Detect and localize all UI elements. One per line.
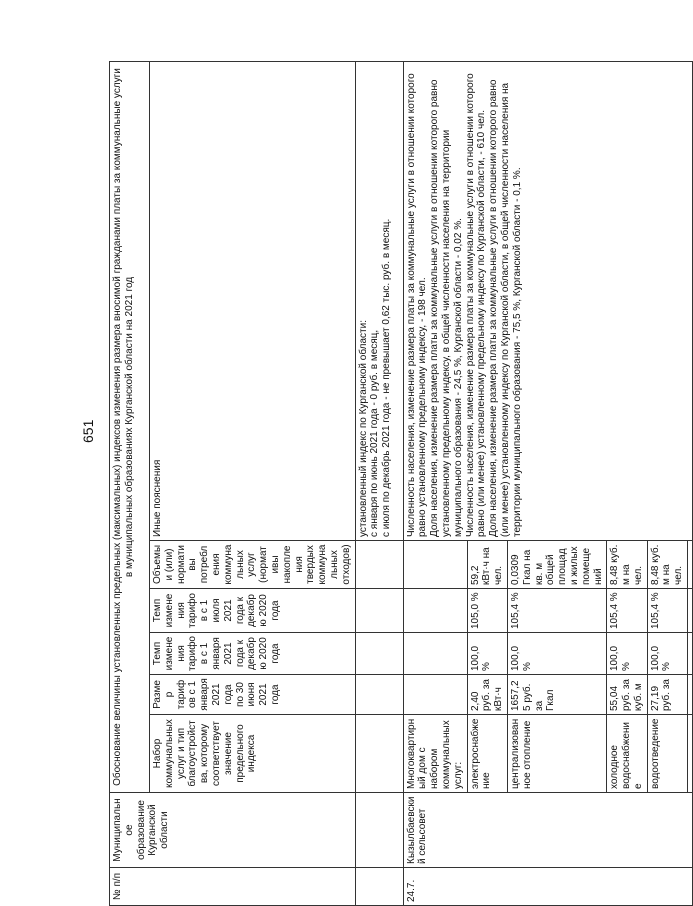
prev-rate2-cell — [355, 589, 403, 633]
service-rate-jul: 105,0 % — [467, 589, 507, 633]
prev-svc-cell — [355, 715, 403, 793]
service-rate-jul: 105,4 % — [647, 589, 687, 633]
filler-cell — [688, 715, 693, 793]
header-service: Набор коммунальных услуг и тип благоустройства, которому соответствует значение предельного индекса — [150, 715, 356, 793]
service-size: 55,04 руб. за куб. м — [607, 675, 647, 715]
intro-rate2-cell — [403, 589, 467, 633]
header-municipality: Муниципальное образование Курганской области — [110, 793, 356, 868]
tariff-table — [109, 61, 693, 906]
service-name: электроснабжение — [467, 715, 507, 793]
service-rate-jan: 100,0 % — [467, 633, 507, 675]
row-intro: Многоквартирный дом с набором коммунальных услуг: — [403, 715, 467, 793]
filler-cell — [688, 589, 693, 633]
intro-size-cell — [403, 675, 467, 715]
service-rate-jul: 105,4 % — [507, 589, 606, 633]
header-justification: Обоснование величины установленных предельных (максимальных) индексов изменения размера вносимой гражданами платы за коммунальные услуги в муниципальных образованиях Курганской области на 2021 год — [110, 62, 150, 793]
service-rate-jul: 105,4 % — [607, 589, 647, 633]
service-name: централизованное отопление — [507, 715, 606, 793]
prev-rate1-cell — [355, 633, 403, 675]
filler-cell — [688, 675, 693, 715]
header-rate-jul: Темп изменения тарифов с 1 июля 2021 года к декабрю 2020 года — [150, 589, 356, 633]
filler-cell — [688, 541, 693, 589]
service-volume: 8,48 куб. м на чел. — [607, 541, 647, 589]
service-size: 27,19 руб. за — [647, 675, 687, 715]
prev-vol-cell — [355, 541, 403, 589]
header-rate-jan: Темп изменения тарифов с 1 января 2021 года к декабрю 2020 года — [150, 633, 356, 675]
service-rate-jan: 100,0 % — [647, 633, 687, 675]
service-name: водоотведение — [647, 715, 687, 793]
row-num: 24.7. — [403, 868, 693, 906]
header-explanation: Иные пояснения — [150, 62, 356, 541]
header-tariff-size: Размер тарифов с 1 января 2021 года по 30 июня 2021 года — [150, 675, 356, 715]
intro-rate1-cell — [403, 633, 467, 675]
row-explanation: Численность населения, изменение размера платы за коммунальные услуги в отношении которого равно установленному предельному индексу, - 198 чел. Доля населения, изменение размера платы за коммунальные услуги в отношении которого равно установленному предельному индексу, в общей численности населения на территории муниципального образования - 24,5 %, Курганской области - 0,02 %. Численность населения, изменение размера платы за коммунальные услуги в отношении которого равно (или менее) установленному предельному индексу по Курганской области, - 610 чел. Доля населения, изменение размера платы за коммунальные услуги в отношении которого равно (или менее) установленному индексу по Курганской области, в общей численности населения на территории муниципального образования - 75,5 %, Курганской области - 0,1 %. — [403, 62, 693, 541]
service-volume: 8,48 куб. м на чел. — [647, 541, 687, 589]
header-volume: Объемы и (или) нормативы потребления коммунальных услуг (нормативы накопления твердых коммунальных отходов) — [150, 541, 356, 589]
prev-explanation: установленный индекс по Курганской области: с января по июнь 2021 года - 0 руб. в месяц, с июля по декабрь 2021 года - не превышает 0,62 тыс. руб. в месяц. — [355, 62, 403, 541]
header-num: № п/п — [110, 868, 356, 906]
rotated-page — [109, 61, 685, 906]
prev-num-cell — [355, 868, 403, 906]
page-number: 651 — [80, 419, 96, 443]
service-rate-jan: 100,0 % — [507, 633, 606, 675]
service-rate-jan: 100,0 % — [607, 633, 647, 675]
service-size: 2,40 руб. за кВт·ч — [467, 675, 507, 715]
service-name: холодное водоснабжение — [607, 715, 647, 793]
service-volume: 59,2 кВт·ч на чел. — [467, 541, 507, 589]
intro-vol-cell — [403, 541, 467, 589]
row-municipality: Кызылбаевский сельсовет — [403, 793, 693, 868]
prev-mun-cell — [355, 793, 403, 868]
service-size: 1657,25 руб. за Гкал — [507, 675, 606, 715]
service-volume: 0,0309 Гкал на кв. м общей площади жилых помещений — [507, 541, 606, 589]
prev-size-cell — [355, 675, 403, 715]
filler-cell — [688, 633, 693, 675]
